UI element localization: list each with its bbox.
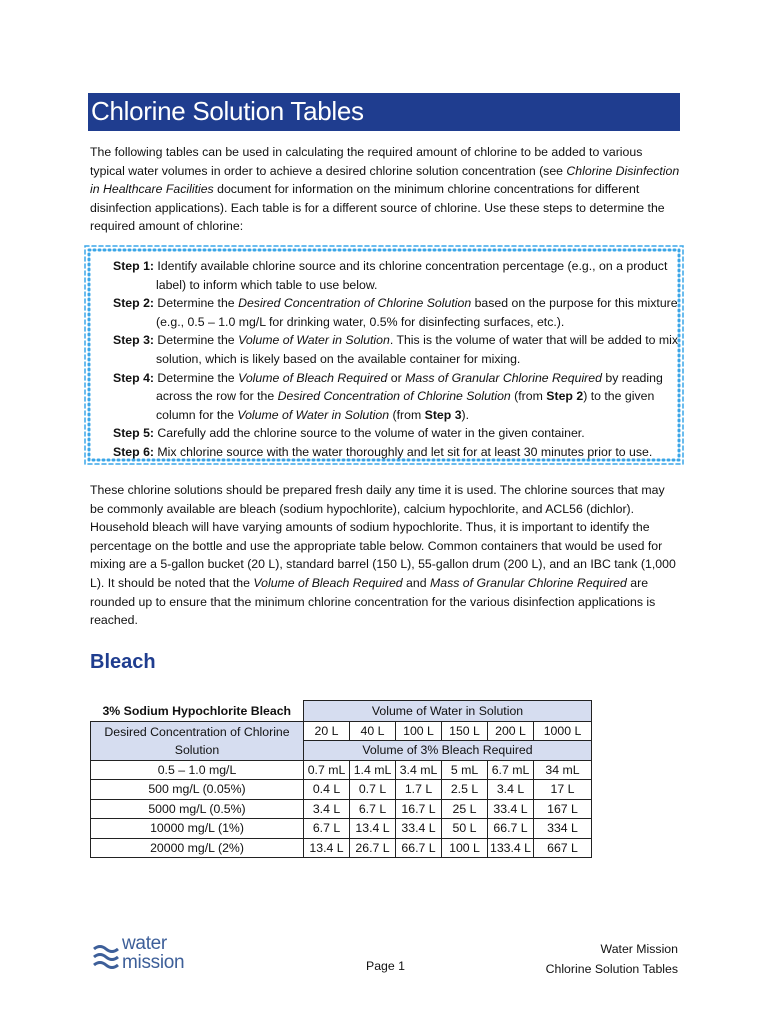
table-row: 500 mg/L (0.05%) 0.4 L 0.7 L 1.7 L 2.5 L 3.4 L 17 L [91,780,592,800]
step-item: Step 6: Mix chlorine source with the water thoroughly and let sit for at least 30 minutes prior to use. [113,444,653,459]
water-waves-icon [92,941,120,973]
volume-col-header: 200 L [488,721,534,741]
step-item: Step 5: Carefully add the chlorine source to the volume of water in the given container. [113,426,585,441]
footer-doc-title: Chlorine Solution Tables [545,962,678,976]
table-row: 10000 mg/L (1%) 6.7 L 13.4 L 33.4 L 50 L 66.7 L 334 L [91,819,592,839]
page-number: Page 1 [366,959,405,973]
volume-col-header: 100 L [396,721,442,741]
logo-wordmark: water mission [122,933,185,973]
bleach-table [90,700,592,858]
reference-document-title: Chlorine Disinfection in Healthcare Facilities [90,163,680,197]
volume-col-header: 40 L [350,721,396,741]
table-caption: 3% Sodium Hypochlorite Bleach [102,703,292,718]
section-heading-bleach: Bleach [90,651,156,673]
step-item: Step 4: Determine the Volume of Bleach Required or Mass of Granular Chlorine Required by reading across the row for the Desired Concentration of Chlorine Solution (from Step 2) to the given column for the Volume of Water in Solution (from Step 3). [113,370,663,422]
table-row: 20000 mg/L (2%) 13.4 L 26.7 L 66.7 L 100 L 133.4 L 667 L [91,838,592,858]
step-item: Step 3: Determine the Volume of Water in Solution. This is the volume of water that will be added to mix solution, which is likely based on the available container for mixing. [113,333,679,366]
volume-col-header: 20 L [304,721,350,741]
intro-paragraph: The following tables can be used in calculating the required amount of chlorine to be added to various typical water volumes in order to achieve a desired chlorine solution concentration (see Chlorine Disinfection in Healthcare Facilities document for information on the minimum chlorine concentrations for different disinfection applications). Each table is for a different source of chlorine. Use these steps to determine the required amount of chlorine: [90,145,680,234]
table-row: 0.5 – 1.0 mg/L 0.7 mL 1.4 mL 3.4 mL 5 mL 6.7 mL 34 mL [91,760,592,780]
steps-box [83,244,685,466]
volume-header: Volume of Water in Solution [304,701,592,722]
page-title: Chlorine Solution Tables [88,93,680,131]
table-row: 5000 mg/L (0.5%) 3.4 L 6.7 L 16.7 L 25 L 33.4 L 167 L [91,799,592,819]
desired-concentration-header: Desired Concentration of Chlorine Solution [91,721,304,760]
step-item: Step 1: Identify available chlorine source and its chlorine concentration percentage (e.g., on a product label) to inform which table to use below. [113,259,668,292]
volume-col-header: 150 L [442,721,488,741]
volume-col-header: 1000 L [534,721,592,741]
bleach-required-header: Volume of 3% Bleach Required [304,741,592,761]
step-item: Step 2: Determine the Desired Concentration of Chlorine Solution based on the purpose for this mixture (e.g., 0.5 – 1.0 mg/L for drinking water, 0.5% for disinfecting surfaces, etc.). [113,296,678,329]
steps-list [113,257,683,462]
body-paragraph: These chlorine solutions should be prepared fresh daily any time it is used. The chlorine sources that may be commonly available are bleach (sodium hypochlorite), calcium hypochlorite, and ACL56 (dichlor). Household bleach will have varying amounts of sodium hypochlorite. Thus, it is important to identify the percentage on the bottle and use the appropriate table below. Common containers that would be used for mixing are a 5-gallon bucket (20 L), standard barrel (150 L), 55-gallon drum (200 L), and an IBC tank (1,000 L). It should be noted that the Volume of Bleach Required and Mass of Granular Chlorine Required are rounded up to ensure that the minimum chlorine concentration for the various disinfection applications is reached. [90,483,676,628]
footer-org: Water Mission [600,942,678,956]
footer-right [546,939,678,979]
